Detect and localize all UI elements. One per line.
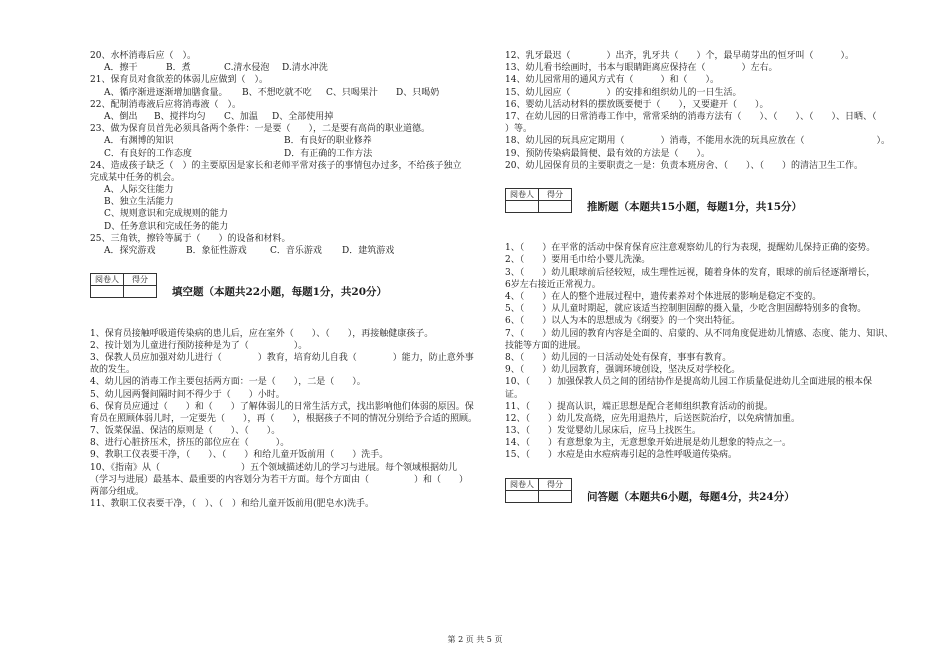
grader-cell[interactable] (506, 201, 539, 213)
option: B、搅拌均匀 (154, 111, 206, 122)
grader-label: 阅卷人 (506, 189, 539, 201)
question-line: 15、（ ）水痘是由水痘病毒引起的急性呼吸道传染病。 (505, 450, 737, 461)
score-label: 得分 (539, 189, 572, 201)
judge-section-title: 推断题（本题共15小题，每题1分，共15分） (587, 201, 803, 214)
option: B、独立生活能力 (104, 197, 174, 208)
question-line: 技能等方面的进展。 (505, 340, 587, 351)
question-line: 3、保教人员应加强对幼儿进行（ ）教育，培育幼儿自我（ ）能力，防止意外事 (90, 352, 474, 363)
question-25: 25、三角铁，擦铃等属于（ ）的设备和材料。 (90, 233, 291, 244)
question-line: 8、（ ）幼儿园的一日活动处处有保育，事事有教育。 (505, 352, 732, 363)
question-line: 11、教职工仪表要干净，（ ）、（ ）和给儿童开饭前用(肥皂水)洗手。 (90, 499, 374, 510)
option: B．有良好的职业修养 (284, 136, 372, 147)
score-cell[interactable] (539, 490, 572, 502)
question-line: 故的发生。 (90, 365, 136, 376)
score-box (90, 273, 157, 298)
grader-cell[interactable] (91, 286, 124, 298)
question-23: 23、做为保育员首先必须具备两个条件：一是要（ ），二是要有高尚的职业道德。 (90, 124, 430, 135)
question-line: 育员在照顾体弱儿时，一定要先（ ），再（ ），根据孩子不同的情况分别给予合适的照顾。 (90, 413, 478, 424)
question-line: 7、（ ）幼儿园的教育内容是全面的、启蒙的、从不同角度促进幼儿情感、态度、能力、知识、 (505, 328, 894, 339)
question-22: 22、配制消毒液后应将消毒液（ ）。 (90, 99, 241, 110)
option: D、只喝奶 (396, 87, 440, 98)
question-line: 证。 (505, 389, 524, 400)
question-line: 18、幼儿园的玩具应定期用（ ）消毒，不能用水洗的玩具应放在（ ）。 (505, 136, 890, 147)
question-line: 4、（ ）在人的整个进展过程中，遗传素养对个体进展的影响是稳定不变的。 (505, 292, 822, 302)
option: B．象征性游戏 (186, 246, 247, 256)
question-20: 20、水杯消毒后应（ ）。 (90, 51, 196, 61)
question-line: 14、幼儿园常用的通风方式有（ ）和（ ）。 (505, 75, 719, 86)
option: A、倒出 (104, 111, 138, 122)
question-line: 20、幼儿园保育员的主要职责之一是：负责本班房舍、（ ）、（ ）的清洁卫生工作。 (505, 160, 863, 171)
question-line: ）等。 (505, 124, 533, 135)
option: A、人际交往能力 (104, 185, 174, 196)
option: D．建筑游戏 (342, 246, 395, 256)
fill-questions-right (505, 50, 900, 172)
question-22-options (90, 111, 485, 123)
question-21: 21、保育员对食欲差的体弱儿应做到（ ）。 (90, 75, 268, 86)
question-line: 6、（ ）以人为本的思想成为《纲要》的一个突出特征。 (505, 316, 741, 327)
question-line: 6、保育员应通过（ ）和（ ）了解体弱儿的日常生活方式，找出影响他们体弱的原因。保 (90, 401, 474, 412)
question-20-options (90, 62, 485, 74)
left-column (90, 50, 485, 510)
question-line: 9、（ ）幼儿园教育，强调环境创设，坚决反对学校化。 (505, 365, 741, 376)
question-line: 7、饭菜保温、保洁的原则是（ ）、（ ）。 (90, 426, 281, 437)
question-line: 8、进行心脏挤压术，挤压的部位应在（ ）。 (90, 438, 290, 449)
option: B、不想吃就不吃 (242, 87, 312, 98)
question-line: 6岁左右接近正常视力。 (505, 279, 601, 290)
question-line: 4、幼儿园的消毒工作主要包括两方面：一是（ ），二是（ ）。 (90, 377, 366, 388)
fill-questions-left (90, 328, 485, 511)
question-line: 10、《指南》从（ ）五个领域描述幼儿的学习与进展。每个领域根据幼儿 (90, 462, 457, 473)
option: C．音乐游戏 (270, 246, 322, 256)
option: D.清水冲洗 (282, 63, 328, 74)
fill-section-header (90, 273, 485, 309)
question-21-options (90, 87, 485, 99)
question-line: 13、（ ）发觉婴幼儿尿床后，应马上找医生。 (505, 426, 701, 437)
option: A、循序渐进逐渐增加膳食量。 (104, 87, 228, 98)
question-line: 14、（ ）有意想象为主，无意想象开始进展是幼儿想象的特点之一。 (505, 438, 791, 449)
question-line: 9、教职工仪表要干净，（ ）、（ ）和给儿童开饭前用（ ）洗手。 (90, 450, 389, 461)
option: D、任务意识和完成任务的能力 (104, 221, 229, 232)
right-column (505, 50, 900, 514)
judge-section-header (505, 188, 900, 224)
option: D、全部使用掉 (272, 111, 334, 122)
question-line: 13、幼儿看书绘画时，书本与眼睛距离应保持在（ ）左右。 (505, 63, 778, 74)
question-line: 2、（ ）要用毛巾给小婴儿洗澡。 (505, 255, 651, 266)
option: C、只喝果汁 (326, 87, 378, 98)
question-line: 11、（ ）提高认识，端正思想是配合老师组织教育活动的前提。 (505, 401, 773, 412)
score-label: 得分 (124, 274, 157, 286)
grader-cell[interactable] (506, 490, 539, 502)
fill-section-title: 填空题（本题共22小题，每题1分，共20分） (172, 286, 388, 299)
grader-label: 阅卷人 (506, 478, 539, 490)
question-23-options-row1 (90, 135, 485, 147)
option: C、加温 (224, 111, 258, 122)
question-line: 16、婴幼儿活动材料的摆放既要便于（ ），又要避开（ ）。 (505, 99, 769, 110)
score-label: 得分 (539, 478, 572, 490)
option: A．探究游戏 (104, 246, 156, 256)
option: C．有良好的工作态度 (104, 148, 192, 159)
score-box (505, 188, 572, 213)
option: A．擦干 (104, 63, 138, 74)
option: C、规则意识和完成规则的能力 (104, 209, 228, 220)
score-box (505, 478, 572, 503)
question-line: 12、（ ）幼儿发高烧，应先用退热片，后送医院治疗，以免病情加重。 (505, 413, 800, 424)
question-line: 两部分组成。 (90, 487, 145, 497)
question-24: 24、造成孩子缺乏（ ）的主要原因是家长和老师平常对孩子的事情包办过多，不给孩子独立 (90, 160, 462, 171)
question-23-options-row2 (90, 148, 485, 160)
option: B．煮 (166, 63, 191, 74)
question-line: 1、（ ）在平常的活动中保育保育应注意观察幼儿的行为表现，提醒幼儿保持正确的姿势。 (505, 243, 876, 254)
qa-section-header (505, 478, 900, 514)
question-line: 19、预防传染病最简便、最有效的方法是（ ）。 (505, 148, 710, 159)
question-25-options (90, 245, 485, 257)
qa-section-title: 问答题（本题共6小题，每题4分，共24分） (587, 490, 795, 503)
option: C.清水侵泡 (224, 63, 270, 74)
question-line: 3、（ ）幼儿眼球前后径较短，成生理性远视，随着身体的发育，眼球的前后径逐渐增长， (505, 267, 876, 278)
question-line: 5、幼儿园两餐间隔时间不得少于（ ）小时。 (90, 389, 285, 400)
option: A．有渊博的知识 (104, 136, 174, 147)
page-footer: 第 2 页 共 5 页 (447, 635, 503, 644)
question-line: 12、乳牙最迟（ ）出齐，乳牙共（ ）个，最早萌芽出的恒牙叫（ ）。 (505, 51, 854, 61)
question-line: 17、在幼儿园的日常消毒工作中，常常采纳的消毒方法有（ ）、（ ）、（ ）、日晒、（ (505, 111, 895, 122)
question-line: 5、（ ）从儿童时期起，就应该适当控制胆固醇的摄入量，少吃含胆固醇特别多的食物。 (505, 304, 867, 315)
question-line: 15、幼儿园应（ ）的安排和组织幼儿的一日生活。 (505, 87, 742, 98)
score-cell[interactable] (539, 201, 572, 213)
question-line: 1、保育员接触呼吸道传染病的患儿后，应在室外（ ）、（ ），再接触健康孩子。 (90, 328, 434, 339)
option: D．有正确的工作方法 (284, 148, 373, 159)
question-24-cont: 完成某中任务的机会。 (90, 172, 181, 183)
score-cell[interactable] (124, 286, 157, 298)
grader-label: 阅卷人 (91, 274, 124, 286)
judge-questions (505, 242, 900, 461)
question-line: 2、按计划为儿童进行预防接种是为了（ ）。 (90, 340, 308, 351)
question-line: （学习与进展）最基本、最重要的内容划分为若干方面。每个方面由（ ）和（ ） (90, 474, 469, 485)
question-line: 10、（ ）加强保教人员之间的团结协作是提高幼儿园工作质量促进幼儿全面进展的根本保 (505, 377, 872, 388)
